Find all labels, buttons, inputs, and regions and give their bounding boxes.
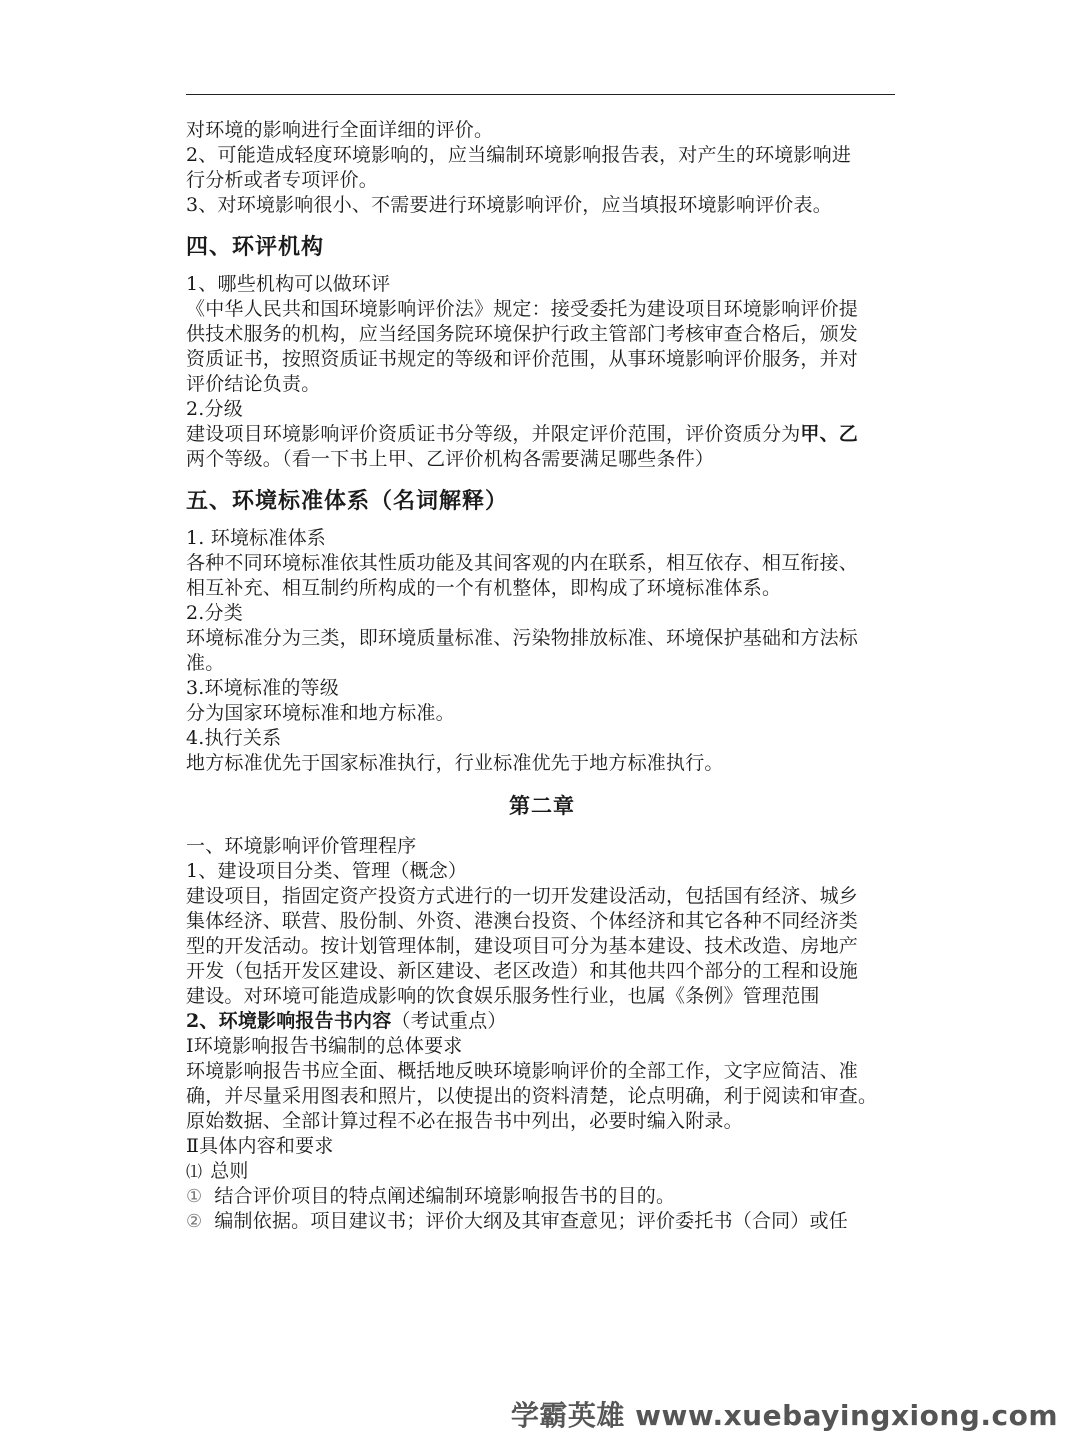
page-content — [186, 118, 898, 1234]
item-marker: ② — [186, 1211, 203, 1232]
item-marker: ⑴ — [186, 1162, 203, 1181]
subheading: 3.环境标准的等级 — [186, 677, 339, 699]
subheading: Ⅰ环境影响报告书编制的总体要求 — [186, 1035, 463, 1057]
text-line: 相互补充、相互制约所构成的一个有机整体，即构成了环境标准体系。 — [186, 577, 782, 599]
text-line: 开发（包括开发区建设、新区建设、老区改造）和其他共四个部分的工程和设施 — [186, 960, 859, 982]
text-line: 两个等级。（看一下书上甲、乙评价机构各需要满足哪些条件） — [186, 448, 715, 470]
text-line: 地方标准优先于国家标准执行，行业标准优先于地方标准执行。 — [186, 752, 724, 774]
list-item — [186, 1209, 898, 1234]
text-line: 《中华人民共和国环境影响评价法》规定：接受委托为建设项目环境影响评价提 — [186, 298, 859, 320]
subheading: Ⅱ具体内容和要求 — [186, 1135, 334, 1157]
list-item — [186, 1184, 898, 1209]
text-line: 资质证书，按照资质证书规定的等级和评价范围，从事环境影响评价服务，并对 — [186, 348, 859, 370]
section-heading-4: 四、环评机构 — [186, 234, 325, 260]
subheading: 一、环境影响评价管理程序 — [186, 835, 417, 857]
text-span: 建设项目环境影响评价资质证书分等级，并限定评价范围，评价资质分为 — [186, 423, 801, 445]
subheading: 4.执行关系 — [186, 727, 282, 749]
text-line: 建设项目，指固定资产投资方式进行的一切开发建设活动，包括国有经济、城乡 — [186, 885, 859, 907]
text-span: （考试重点） — [391, 1010, 507, 1032]
text-line — [186, 422, 898, 447]
text-line: 行分析或者专项评价。 — [186, 169, 379, 191]
list-item — [186, 1159, 898, 1184]
text-line: 分为国家环境标准和地方标准。 — [186, 702, 455, 724]
text-line: 环境标准分为三类，即环境质量标准、污染物排放标准、环境保护基础和方法标 — [186, 627, 859, 649]
text-line: 原始数据、全部计算过程不必在报告书中列出，必要时编入附录。 — [186, 1110, 743, 1132]
text-span: 总则 — [210, 1160, 249, 1182]
header-rule — [186, 94, 895, 95]
text-line: 型的开发活动。按计划管理体制，建设项目可分为基本建设、技术改造、房地产 — [186, 935, 859, 957]
text-line: 建设。对环境可能造成影响的饮食娱乐服务性行业，也属《条例》管理范围 — [186, 985, 820, 1007]
text-line: 确，并尽量采用图表和照片，以使提出的资料清楚，论点明确，利于阅读和审查。 — [186, 1085, 878, 1107]
text-line: 供技术服务的机构，应当经国务院环境保护行政主管部门考核审查合格后，颁发 — [186, 323, 859, 345]
section-heading-5: 五、环境标准体系（名词解释） — [186, 488, 509, 514]
text-line: 环境影响报告书应全面、概括地反映环境影响评价的全部工作，文字应简洁、准 — [186, 1060, 859, 1082]
text-line: 2、可能造成轻度环境影响的，应当编制环境影响报告表，对产生的环境影响进 — [186, 144, 852, 166]
subheading: 1、哪些机构可以做环评 — [186, 273, 391, 295]
text-line: 集体经济、联营、股份制、外资、港澳台投资、个体经济和其它各种不同经济类 — [186, 910, 859, 932]
footer-watermark: 学霸英雄 www.xuebayingxiong.com — [510, 1399, 1058, 1432]
subheading: 1、建设项目分类、管理（概念） — [186, 860, 468, 882]
subheading: 1. 环境标准体系 — [186, 527, 326, 549]
text-span: 编制依据。项目建议书；评价大纲及其审查意见；评价委托书（合同）或任 — [214, 1210, 848, 1232]
subheading: 2.分级 — [186, 398, 243, 420]
chapter-title: 第二章 — [509, 793, 575, 818]
item-marker: ① — [186, 1186, 203, 1207]
subheading — [186, 1009, 898, 1034]
text-line: 评价结论负责。 — [186, 373, 321, 395]
text-line: 3、对环境影响很小、不需要进行环境影响评价，应当填报环境影响评价表。 — [186, 194, 832, 216]
text-span: 结合评价项目的特点阐述编制环境影响报告书的目的。 — [214, 1185, 676, 1207]
text-line: 对环境的影响进行全面详细的评价。 — [186, 119, 494, 141]
text-line: 准。 — [186, 652, 225, 674]
bold-span: 甲、乙 — [800, 423, 859, 445]
bold-span: 2、环境影响报告书内容 — [186, 1010, 392, 1032]
text-line: 各种不同环境标准依其性质功能及其间客观的内在联系，相互依存、相互衔接、 — [186, 552, 859, 574]
subheading: 2.分类 — [186, 602, 243, 624]
